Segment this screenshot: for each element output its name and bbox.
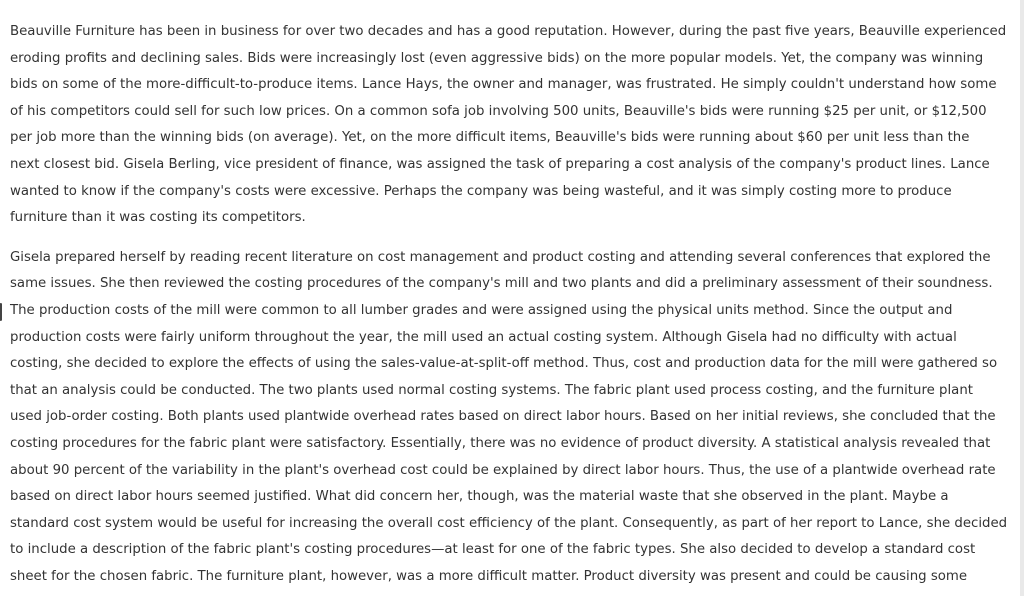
text-line: standard cost system would be useful for increasing the overall cost efficiency of the plant. Consequently, as part of her report to Lance, she decided xyxy=(10,515,1008,531)
left-edge-marker xyxy=(0,303,5,321)
text-line: per job more than the winning bids (on average). Yet, on the more difficult items, Beauville's bids were running about $60 per unit less than the xyxy=(10,130,970,146)
text-line: production costs were fairly uniform throughout the year, the mill used an actual costing system. Although Gisela had no difficulty with actual xyxy=(10,329,957,345)
text-line: wanted to know if the company's costs were excessive. Perhaps the company was being wasteful, and it was simply costing more to produce xyxy=(10,183,952,199)
text-line: used job-order costing. Both plants used plantwide overhead rates based on direct labor hours. Based on her initial reviews, she concluded that the xyxy=(10,409,996,425)
text-line: costing procedures for the fabric plant were satisfactory. Essentially, there was no evidence of product diversity. A statistical analysis revealed that xyxy=(10,435,991,451)
text-line: to include a description of the fabric plant's costing procedures—at least for one of the fabric types. She also decided to develop a standard cost xyxy=(10,542,976,558)
text-line: eroding profits and declining sales. Bids were increasingly lost (even aggressive bids) on the more popular models. Yet, the company was winning xyxy=(10,50,984,66)
text-line: about 90 percent of the variability in the plant's overhead cost could be explained by direct labor hours. Thus, the use of a plantwide overhead rate xyxy=(10,462,996,478)
text-line: Gisela prepared herself by reading recent literature on cost management and product costing and attending several conferences that explored the xyxy=(10,249,991,265)
text-line: The production costs of the mill were common to all lumber grades and were assigned using the physical units method. Since the output and xyxy=(10,302,953,318)
paragraph-2 xyxy=(10,245,1018,591)
paragraph-1 xyxy=(10,19,1018,232)
text-line: Beauville Furniture has been in business for over two decades and has a good reputation. However, during the past five years, Beauville experienced xyxy=(10,24,1007,39)
text-line: bids on some of the more-difficult-to-produce items. Lance Hays, the owner and manager, was frustrated. He simply couldn't understand how some xyxy=(10,77,997,93)
text-line: furniture than it was costing its competitors. xyxy=(10,210,306,226)
scrollbar-track[interactable] xyxy=(1020,0,1024,596)
text-line: based on direct labor hours seemed justified. What did concern her, though, was the material waste that she observed in the plant. Maybe a xyxy=(10,489,949,505)
text-line: costing, she decided to explore the effects of using the sales-value-at-split-off method. Thus, cost and production data for the mill were gathered so xyxy=(10,356,998,372)
text-line: same issues. She then reviewed the costing procedures of the company's mill and two plants and did a preliminary assessment of their soundness. xyxy=(10,276,993,292)
document-body xyxy=(10,19,1018,590)
text-line: of his competitors could sell for such low prices. On a common sofa job involving 500 units, Beauville's bids were running $25 per unit, or $12,500 xyxy=(10,103,987,119)
text-line: sheet for the chosen fabric. The furniture plant, however, was a more difficult matter. Product diversity was present and could be causing some xyxy=(10,568,968,584)
text-line: next closest bid. Gisela Berling, vice president of finance, was assigned the task of preparing a cost analysis of the company's product lines. Lance xyxy=(10,156,990,172)
text-line: that an analysis could be conducted. The two plants used normal costing systems. The fabric plant used process costing, and the furniture plant xyxy=(10,382,973,398)
